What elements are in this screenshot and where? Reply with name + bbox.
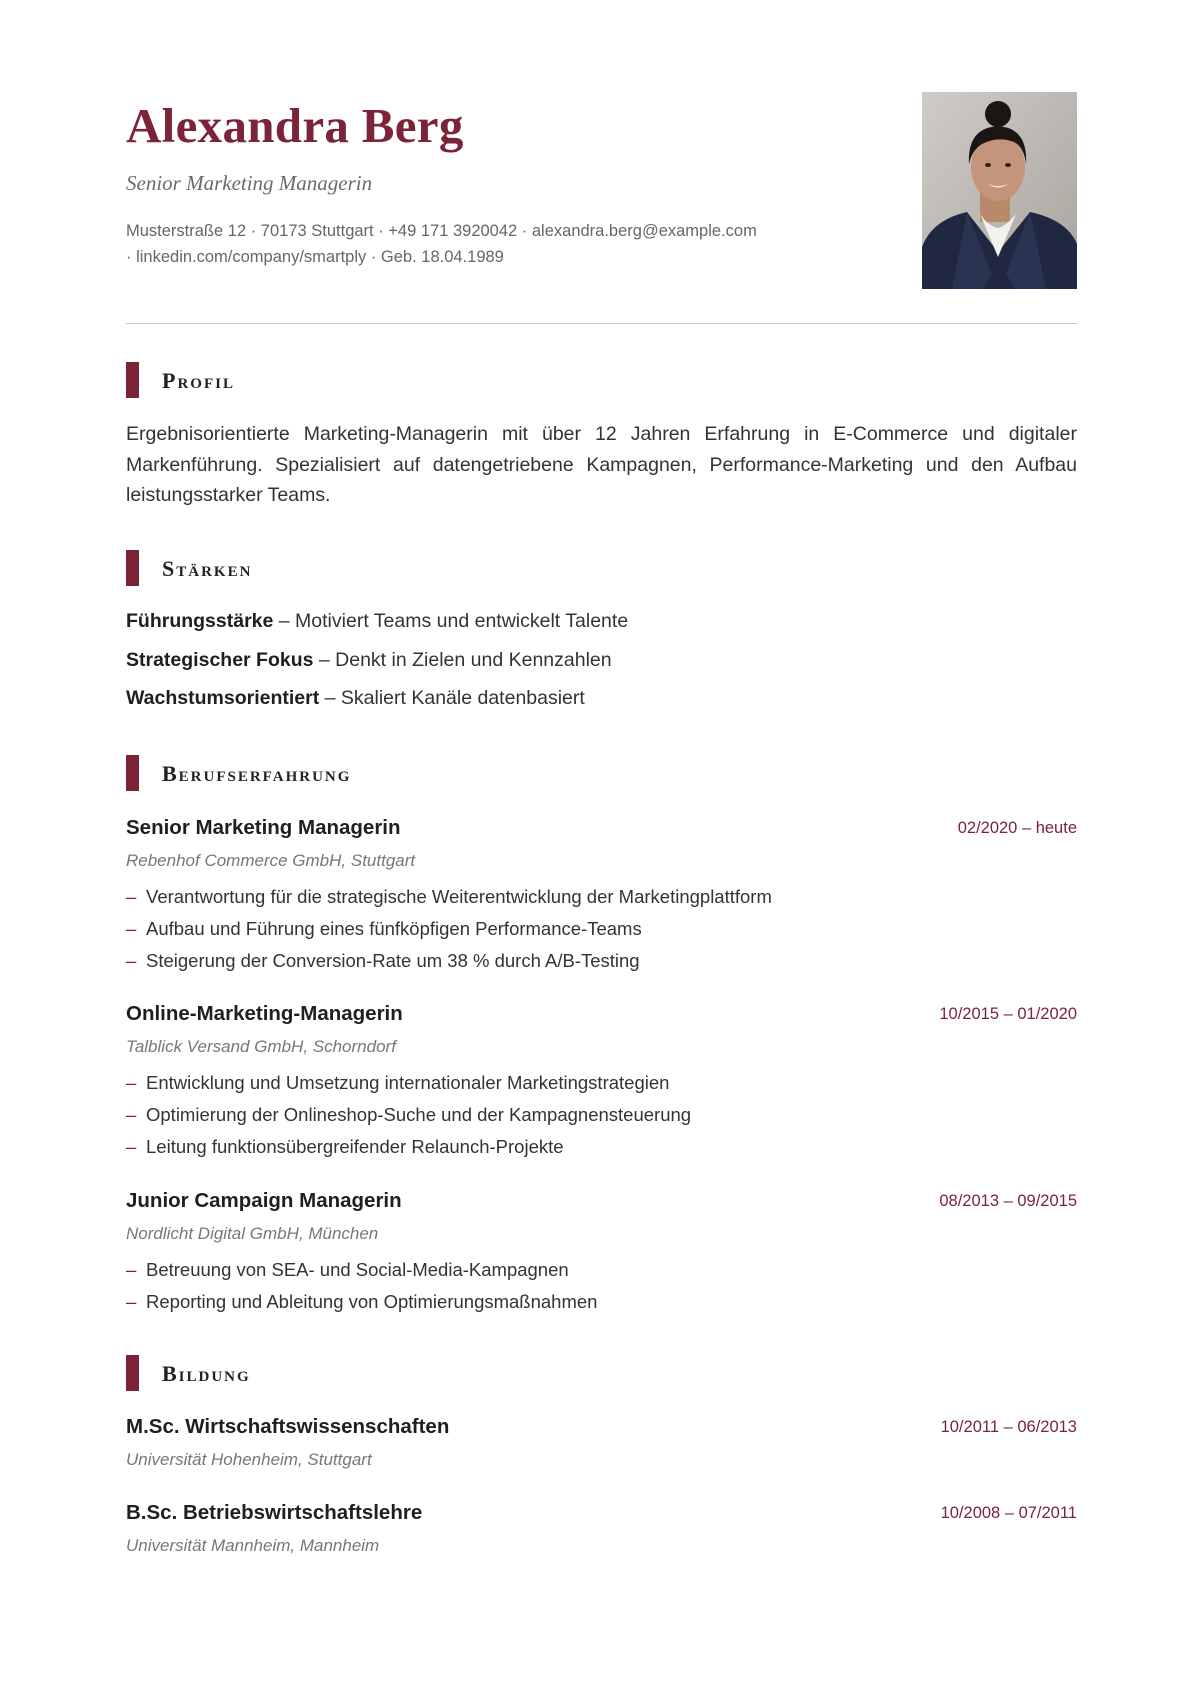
bullet-text: Reporting und Ableitung von Optimierungsmaßnahmen	[146, 1291, 598, 1312]
strength-item	[126, 608, 628, 634]
bullet-item	[126, 1254, 597, 1286]
section-title: Stärken	[162, 556, 253, 581]
bullet-text: Leitung funktionsübergreifender Relaunch-Projekte	[146, 1136, 564, 1157]
strength-item	[126, 647, 612, 673]
bullet-item	[126, 945, 772, 977]
bullet-item	[126, 1067, 691, 1099]
resume-header	[126, 0, 1077, 324]
university: Universität Mannheim, Mannheim	[126, 1536, 380, 1555]
strength-text: – Skaliert Kanäle datenbasiert	[319, 687, 585, 709]
job-bullets	[126, 881, 772, 977]
job-title: Junior Campaign Managerin	[126, 1189, 402, 1212]
job-date: 02/2020 – heute	[957, 819, 1077, 837]
section-accent-bar	[126, 362, 139, 398]
strength-label: Strategischer Fokus	[126, 649, 314, 671]
education-date: 10/2008 – 07/2011	[940, 1504, 1077, 1522]
bullet-item	[126, 1099, 691, 1131]
header-divider	[126, 323, 1077, 324]
education-date: 10/2011 – 06/2013	[940, 1418, 1077, 1436]
section-title: Berufserfahrung	[162, 761, 352, 786]
job-date: 10/2015 – 01/2020	[939, 1005, 1077, 1023]
strength-text: – Motiviert Teams und entwickelt Talente	[273, 610, 629, 632]
dash-icon: –	[126, 950, 137, 971]
job-date: 08/2013 – 09/2015	[939, 1192, 1077, 1210]
dash-icon: –	[126, 1072, 137, 1093]
job-company: Talblick Versand GmbH, Schorndorf	[126, 1037, 396, 1056]
strength-text: – Denkt in Zielen und Kennzahlen	[313, 649, 612, 671]
contact-line: Musterstraße 12 · 70173 Stuttgart · +49 171 3920042 · alexandra.berg@example.com	[126, 222, 757, 240]
profile-summary: Ergebnisorientierte Marketing-Managerin mit über 12 Jahren Erfahrung in E-Commerce und digitaler Markenführung. Spezialisiert auf datengetriebene Kampagnen, Performance-Marketing und den Aufbau leistungsstarker Teams.	[126, 423, 1077, 506]
dash-icon: –	[126, 1104, 137, 1125]
degree-title: B.Sc. Betriebswirtschaftslehre	[126, 1501, 423, 1524]
bullet-text: Verantwortung für die strategische Weiterentwicklung der Marketingplattform	[146, 886, 772, 907]
dash-icon: –	[126, 1136, 137, 1157]
contact-line: · linkedin.com/company/smartply · Geb. 18.04.1989	[126, 248, 504, 266]
job-bullets	[126, 1067, 691, 1163]
job-subtitle: Senior Marketing Managerin	[126, 171, 373, 195]
job-title: Online-Marketing-Managerin	[126, 1002, 403, 1025]
resume-page	[126, 0, 1077, 1555]
job-bullets	[126, 1254, 597, 1318]
strength-item	[126, 685, 585, 711]
section-title: Bildung	[162, 1361, 251, 1386]
strength-label: Führungsstärke	[126, 610, 274, 632]
section-header-strengths	[126, 550, 1077, 586]
bullet-text: Optimierung der Onlineshop-Suche und der Kampagnensteuerung	[146, 1104, 692, 1125]
dash-icon: –	[126, 886, 137, 907]
section-header-education	[126, 1355, 1077, 1391]
strength-label: Wachstumsorientiert	[126, 687, 320, 709]
profile-photo	[922, 92, 1077, 289]
bullet-text: Steigerung der Conversion-Rate um 38 % durch A/B-Testing	[146, 950, 640, 971]
degree-title: M.Sc. Wirtschaftswissenschaften	[126, 1415, 450, 1438]
section-accent-bar	[126, 550, 139, 586]
person-name: Alexandra Berg	[126, 98, 464, 153]
bullet-item	[126, 913, 772, 945]
bullet-item	[126, 1286, 597, 1318]
dash-icon: –	[126, 1259, 137, 1280]
job-title: Senior Marketing Managerin	[126, 816, 401, 839]
section-header-experience	[126, 755, 1077, 791]
dash-icon: –	[126, 918, 137, 939]
contact-info	[126, 218, 826, 270]
bullet-item	[126, 881, 772, 913]
section-title: Profil	[162, 368, 235, 393]
section-accent-bar	[126, 1355, 139, 1391]
section-header-profile	[126, 362, 1077, 398]
bullet-text: Betreuung von SEA- und Social-Media-Kampagnen	[146, 1259, 569, 1280]
bullet-text: Aufbau und Führung eines fünfköpfigen Performance-Teams	[146, 918, 642, 939]
job-company: Rebenhof Commerce GmbH, Stuttgart	[126, 851, 416, 870]
portrait-image	[922, 92, 1077, 289]
bullet-text: Entwicklung und Umsetzung internationaler Marketingstrategien	[146, 1072, 670, 1093]
job-company: Nordlicht Digital GmbH, München	[126, 1224, 379, 1243]
dash-icon: –	[126, 1291, 137, 1312]
section-accent-bar	[126, 755, 139, 791]
university: Universität Hohenheim, Stuttgart	[126, 1450, 372, 1469]
bullet-item	[126, 1131, 691, 1163]
